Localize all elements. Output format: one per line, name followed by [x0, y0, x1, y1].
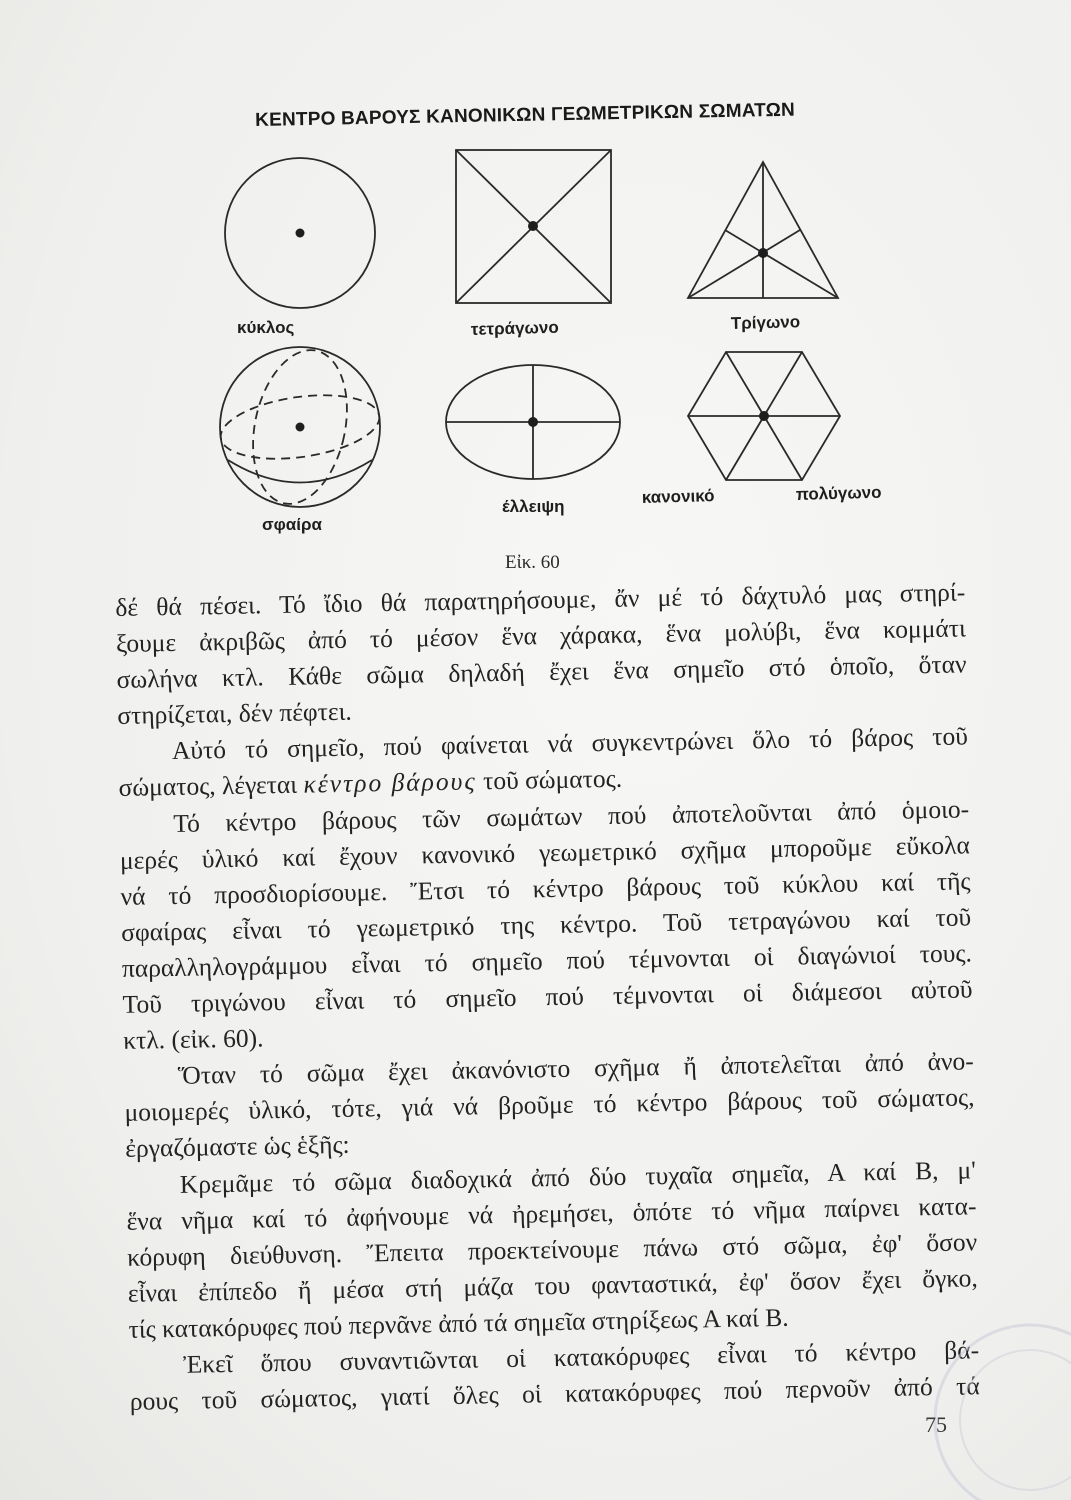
page-number: 75 — [925, 1412, 947, 1437]
triangle-center-dot — [758, 248, 768, 258]
circle-label: κύκλος — [237, 318, 295, 337]
shapes-diagram — [200, 130, 920, 550]
text-line: ἕνα νῆμα καί τό ἀφήνουμε νά ἠρεμήσει, ὁπότε τό νῆμα παίρνει κατα- — [126, 1190, 977, 1236]
figure-caption: Εἰκ. 60 — [505, 552, 560, 573]
figure-title: ΚΕΝΤΡΟ ΒΑΡΟΥΣ ΚΑΝΟΝΙΚΩΝ ΓΕΩΜΕΤΡΙΚΩΝ ΣΩΜΑΤΩΝ — [255, 99, 796, 131]
square-label: τετράγωνο — [470, 317, 559, 339]
text-line: Τοῦ τριγώνου εἶναι τό σημεῖο πού τέμνονται οἱ διάμεσοι αὐτοῦ — [122, 974, 973, 1019]
text-line: σωλήνα κτλ. Κάθε σῶμα δηλαδή ἔχει ἕνα σημεῖο στό ὁποῖο, ὅταν — [116, 649, 967, 695]
paragraph — [129, 1332, 980, 1420]
sphere-label: σφαίρα — [262, 515, 322, 534]
square-center-dot — [528, 221, 538, 231]
text-line: μοιομερές ὑλικό, τότε, γιά νά βροῦμε τό κέντρο βάρους τοῦ σώματος, — [124, 1082, 975, 1128]
geometry-figure — [200, 130, 920, 550]
text-line: Ἐκεῖ ὅπου συναντιῶνται οἱ κατακόρυφες εἶναι τό κέντρο βά- — [182, 1335, 980, 1379]
emphasized-term: κέντρο βάρους — [303, 766, 477, 800]
text-fragment: σώματος, λέγεται — [118, 770, 298, 803]
text-line: κόρυφη διεύθυνση. Ἔπειτα προεκτείνουμε πάνω στό σῶμα, ἐφ' ὅσον — [126, 1227, 978, 1272]
text-line: Τό κέντρο βάρους τῶν σωμάτων πού ἀποτελοῦνται ἀπό ὁμοιο- — [173, 793, 970, 838]
text-line: Ὅταν τό σῶμα ἔχει ἀκανόνιστο σχῆμα ἤ ἀποτελεῖται ἀπό ἀνο- — [177, 1046, 975, 1091]
paragraph — [124, 1044, 976, 1168]
paragraph — [119, 791, 973, 1059]
text-line: μερές ὑλικό καί ἔχουν κανονικό γεωμετρικό σχῆμα μποροῦμε εὔκολα — [119, 830, 971, 875]
polygon-label-b: πολύγωνο — [795, 482, 882, 504]
text-fragment: τοῦ σώματος. — [482, 764, 623, 796]
paragraph — [126, 1152, 979, 1348]
text-line: παραλληλογράμμου εἶναι τό σημεῖο πού τέμνονται οἱ διαγώνιοί τους. — [121, 938, 973, 983]
text-line: νά τό προσδιορίσουμε. Ἔτσι τό κέντρο βάρους τοῦ κύκλου καί τῆς — [120, 866, 971, 911]
polygon-label-a: κανονικό — [641, 486, 715, 507]
triangle-shape — [688, 162, 838, 298]
text-line: ξουμε ἀκριβῶς ἀπό τό μέσον ἕνα χάρακα, ἕνα μολύβι, ἕνα κομμάτι — [115, 613, 967, 659]
text-line: ρους τοῦ σώματος, γιατί ὅλες οἱ κατακόρυφες πού περνοῦν ἀπό τά — [129, 1371, 980, 1416]
ellipse-center-dot — [528, 417, 538, 427]
stamp-graphic — [905, 1300, 1071, 1500]
library-stamp — [905, 1300, 1071, 1500]
hexagon-center-dot — [759, 411, 769, 421]
body-text — [115, 574, 980, 1420]
text-line: εἶναι ἐπίπεδο ἤ μέσα στή μάζα του φανταστικά, ἐφ' ὅσον ἔχει ὄγκο, — [127, 1263, 979, 1308]
ellipse-label: έλλειψη — [502, 497, 565, 516]
text-line: Κρεμᾶμε τό σῶμα διαδοχικά ἀπό δύο τυχαῖα σημεῖα, Α καί Β, μ' — [179, 1154, 977, 1199]
circle-center-dot — [296, 229, 305, 238]
sphere-center-dot — [296, 423, 305, 432]
text-line: κτλ. (εἰκ. 60). — [122, 1023, 264, 1056]
paragraph — [115, 574, 968, 734]
text-line: τίς κατακόρυφες πού περνᾶνε ἀπό τά σημεῖα στηρίξεως Α καί Β. — [128, 1302, 789, 1344]
text-line: δέ θά πέσει. Τό ἴδιο θά παρατηρήσουμε, ἄν μέ τό δάχτυλό μας στηρί- — [115, 577, 966, 622]
text-line: στηρίζεται, δέν πέφτει. — [117, 696, 353, 731]
text-line: Αὐτό τό σημεῖο, πού φαίνεται νά συγκεντρώνει ὅλο τό βάρος τοῦ — [171, 721, 969, 766]
text-line: ἐργαζόμαστε ὡς ἑξῆς: — [124, 1130, 350, 1164]
text-line: σφαίρας εἶναι τό γεωμετρικό της κέντρο. Τοῦ τετραγώνου καί τοῦ — [121, 902, 972, 947]
triangle-label: Τρίγωνο — [730, 312, 801, 333]
